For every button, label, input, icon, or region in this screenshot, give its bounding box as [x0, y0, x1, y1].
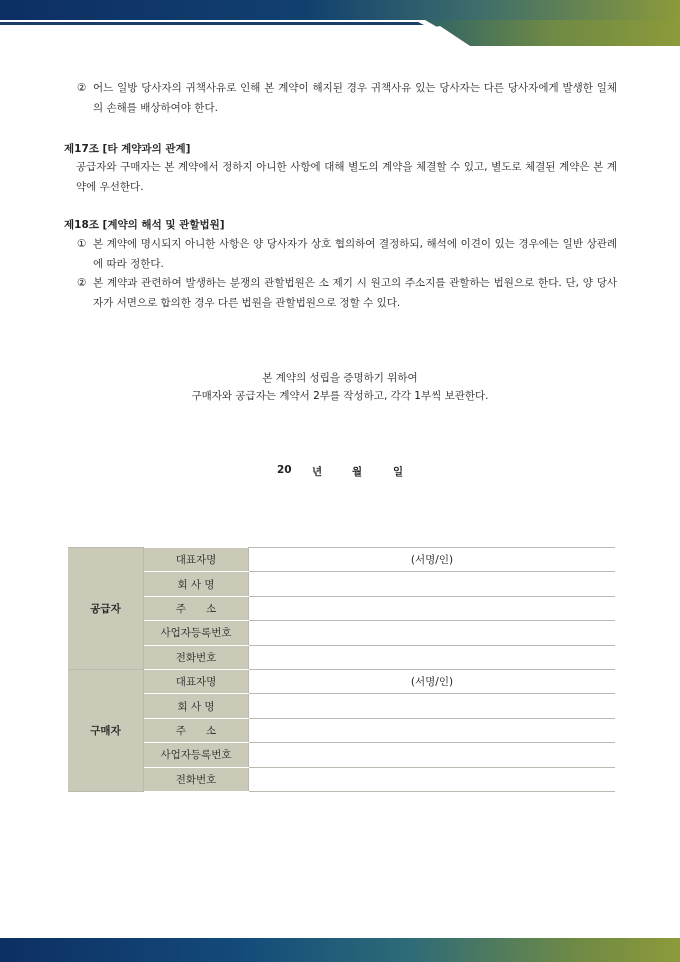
date-day-unit: 일	[393, 466, 404, 478]
clause-16-item-2	[77, 78, 617, 118]
address-field[interactable]	[249, 718, 616, 742]
supplier-party-label: 공급자	[68, 548, 144, 670]
table-row	[68, 572, 615, 596]
row-label: 대표자명	[144, 548, 249, 572]
company-name-field[interactable]	[249, 694, 616, 718]
footer-band	[0, 938, 680, 962]
table-row	[68, 718, 615, 742]
article-17-title: 제17조 [타 계약과의 관계]	[64, 143, 191, 155]
closing-line-2: 구매자와 공급자는 계약서 2부를 작성하고, 각각 1부씩 보관한다.	[191, 390, 489, 402]
address-field[interactable]	[249, 596, 616, 620]
article-18-item-1	[77, 234, 617, 274]
table-row	[68, 669, 615, 693]
article-18-item-2	[77, 273, 617, 313]
company-name-field[interactable]	[249, 572, 616, 596]
buyer-party-label: 구매자	[68, 669, 144, 791]
representative-signature-field[interactable]: (서명/인)	[249, 669, 616, 693]
signature-table	[68, 547, 615, 792]
item-number: ②	[77, 277, 87, 289]
row-label: 사업자등록번호	[144, 743, 249, 767]
row-label: 사업자등록번호	[144, 621, 249, 645]
table-row	[68, 548, 615, 572]
table-row	[68, 596, 615, 620]
row-label: 회 사 명	[144, 572, 249, 596]
row-label: 전화번호	[144, 767, 249, 791]
item-text: 어느 일방 당사자의 귀책사유로 인해 본 계약이 해지된 경우 귀책사유 있는 당사자는 다른 당사자에게 발생한 일체의 손해를 배상하여야 한다.	[93, 82, 617, 114]
row-label: 전화번호	[144, 645, 249, 669]
phone-field[interactable]	[249, 645, 616, 669]
header-band	[0, 0, 680, 46]
table-row	[68, 767, 615, 791]
row-label: 회 사 명	[144, 694, 249, 718]
business-registration-field[interactable]	[249, 621, 616, 645]
row-label: 주 소	[144, 596, 249, 620]
table-row	[68, 694, 615, 718]
row-label: 대표자명	[144, 669, 249, 693]
business-registration-field[interactable]	[249, 743, 616, 767]
item-text: 본 계약에 명시되지 아니한 사항은 양 당사자가 상호 협의하여 결정하되, 해석에 이견이 있는 경우에는 일반 상관례에 따라 정한다.	[93, 238, 617, 270]
table-row	[68, 645, 615, 669]
item-number: ①	[77, 238, 87, 250]
date-year: 20	[277, 464, 292, 476]
table-row	[68, 743, 615, 767]
table-row	[68, 621, 615, 645]
row-label: 주 소	[144, 718, 249, 742]
date-year-unit: 년	[312, 466, 323, 478]
representative-signature-field[interactable]: (서명/인)	[249, 548, 616, 572]
item-number: ②	[77, 82, 87, 94]
closing-line-1: 본 계약의 성립을 증명하기 위하여	[262, 372, 418, 384]
item-text: 본 계약과 관련하여 발생하는 분쟁의 관할법원은 소 제기 시 원고의 주소지를 관할하는 법원으로 한다. 단, 양 당사자가 서면으로 합의한 경우 다른 법원을 관할법원으로 정할 수 있다.	[93, 277, 617, 309]
phone-field[interactable]	[249, 767, 616, 791]
article-18-title: 제18조 [계약의 해석 및 관할법원]	[64, 219, 225, 231]
date-month-unit: 월	[352, 466, 363, 478]
article-17-body: 공급자와 구매자는 본 계약에서 정하지 아니한 사항에 대해 별도의 계약을 체결할 수 있고, 별도로 체결된 계약은 본 계약에 우선한다.	[76, 161, 617, 193]
